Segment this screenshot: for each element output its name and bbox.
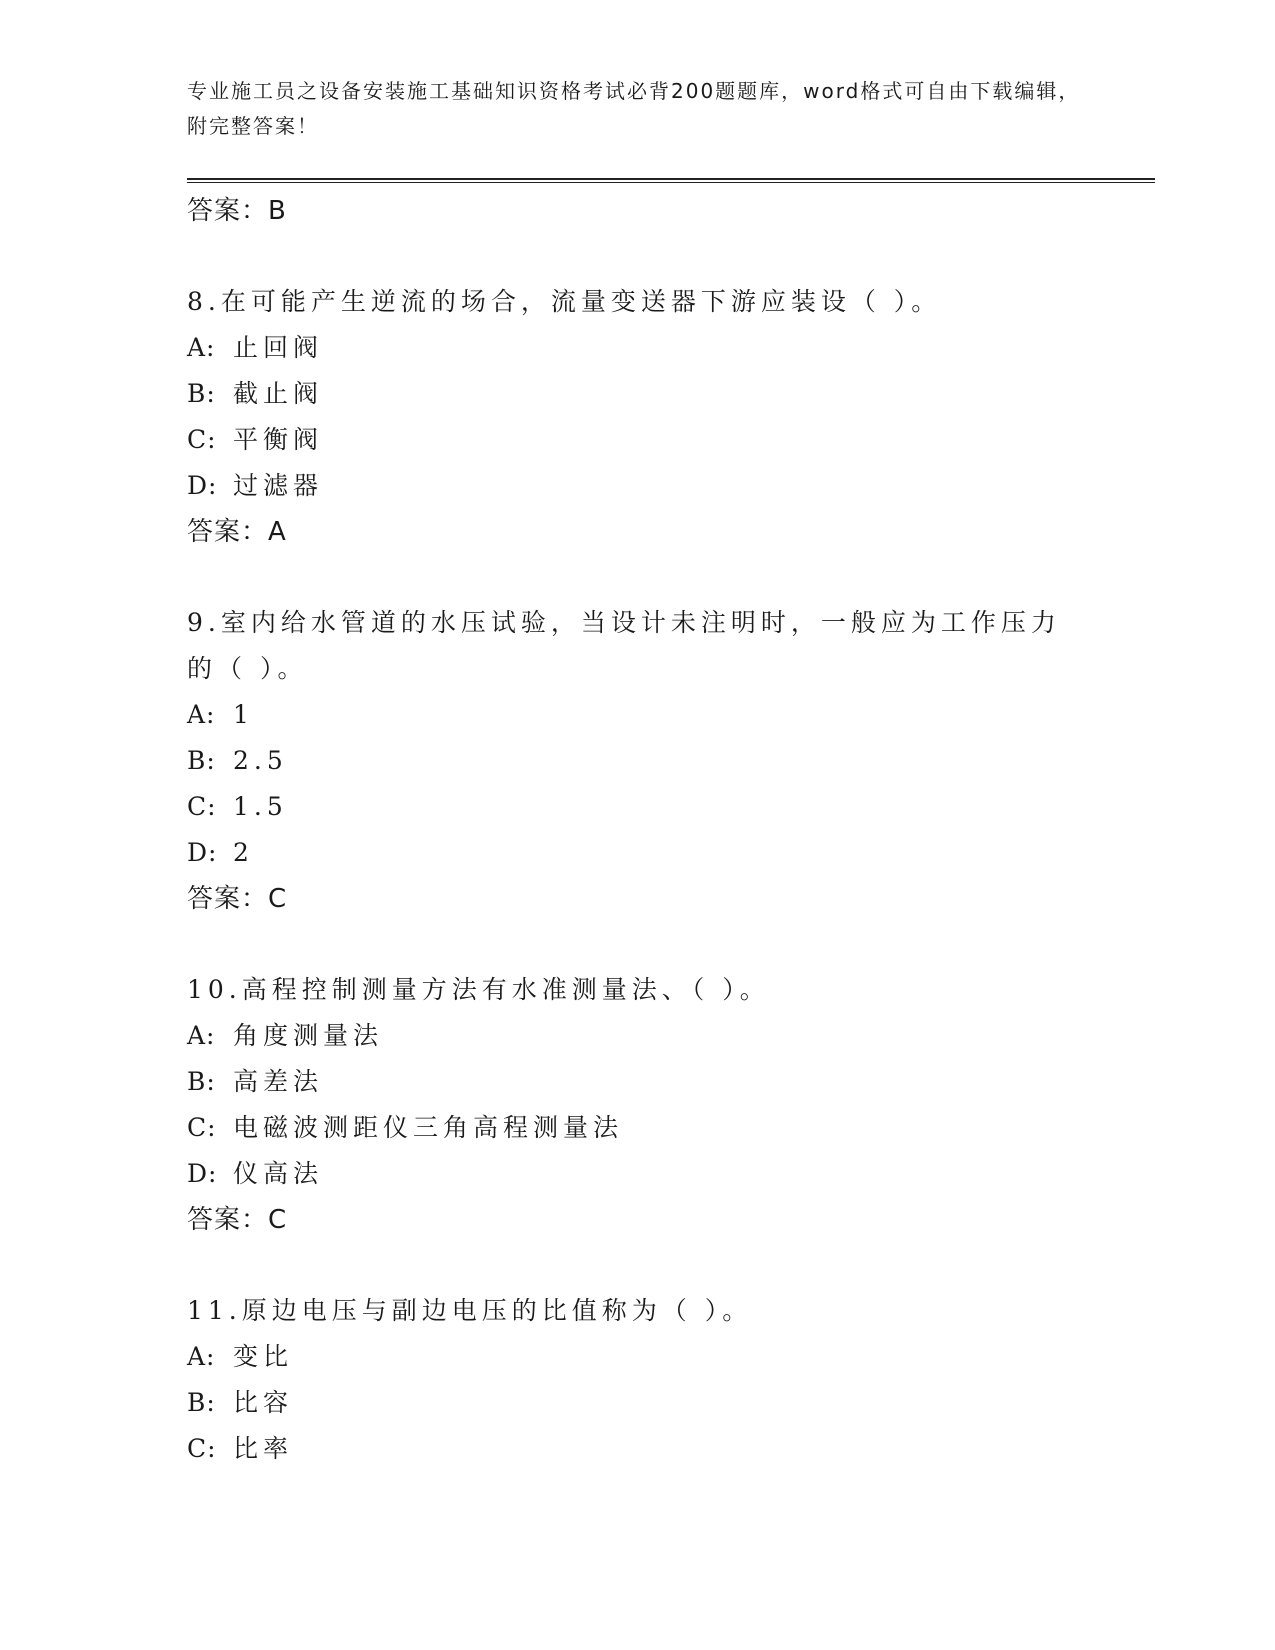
option-text: 平衡阀	[233, 425, 324, 454]
option-letter: B:	[187, 1388, 216, 1417]
question-block	[187, 1288, 1087, 1472]
option-text: 1.5	[233, 792, 288, 821]
option-b	[187, 371, 1087, 417]
option-text: 变比	[233, 1342, 294, 1371]
answer-line: 答案：C	[187, 1205, 288, 1235]
option-text: 2	[233, 838, 254, 867]
option-a	[187, 692, 1087, 738]
option-d	[187, 1151, 1087, 1197]
question-block	[187, 188, 1087, 234]
option-letter: C:	[187, 425, 217, 454]
question-text: 8.在可能产生逆流的场合，流量变送器下游应装设（ ）。	[187, 287, 942, 316]
option-letter: D:	[187, 838, 218, 867]
option-b	[187, 738, 1087, 784]
question-block	[187, 967, 1087, 1243]
option-a	[187, 325, 1087, 371]
question-text: 11.原边电压与副边电压的比值称为（ ）。	[187, 1296, 753, 1325]
spacer	[187, 922, 1087, 967]
option-text: 截止阀	[233, 379, 324, 408]
option-letter: C:	[187, 792, 217, 821]
option-text: 角度测量法	[233, 1021, 384, 1050]
option-text: 高差法	[233, 1067, 324, 1096]
option-letter: A:	[187, 700, 216, 729]
option-letter: D:	[187, 1159, 218, 1188]
question-block	[187, 600, 1087, 922]
answer-line: 答案：C	[187, 884, 288, 914]
spacer	[187, 234, 1087, 279]
question-block	[187, 279, 1087, 555]
header-divider	[187, 178, 1155, 183]
option-a	[187, 1013, 1087, 1059]
option-c	[187, 1105, 1087, 1151]
spacer	[187, 1243, 1087, 1288]
option-letter: B:	[187, 379, 216, 408]
option-letter: A:	[187, 333, 216, 362]
option-text: 比率	[233, 1434, 294, 1463]
option-d	[187, 830, 1087, 876]
question-text: 9.室内给水管道的水压试验，当设计未注明时，一般应为工作压力的（ ）。	[187, 608, 1061, 683]
option-c	[187, 784, 1087, 830]
option-letter: C:	[187, 1434, 217, 1463]
answer-line: 答案：B	[187, 196, 287, 226]
option-text: 电磁波测距仪三角高程测量法	[233, 1113, 624, 1142]
option-text: 2.5	[233, 746, 288, 775]
option-letter: C:	[187, 1113, 217, 1142]
option-text: 止回阀	[233, 333, 324, 362]
option-text: 过滤器	[233, 471, 324, 500]
option-letter: B:	[187, 1067, 216, 1096]
option-d	[187, 463, 1087, 509]
option-c	[187, 417, 1087, 463]
option-letter: A:	[187, 1021, 216, 1050]
option-text: 比容	[233, 1388, 294, 1417]
option-a	[187, 1334, 1087, 1380]
option-c	[187, 1426, 1087, 1472]
question-list	[187, 188, 1087, 1472]
option-b	[187, 1380, 1087, 1426]
answer-line: 答案：A	[187, 517, 287, 547]
option-letter: A:	[187, 1342, 216, 1371]
option-b	[187, 1059, 1087, 1105]
document-header: 专业施工员之设备安装施工基础知识资格考试必背200题题库，word格式可自由下载编辑，附完整答案！	[187, 79, 1081, 138]
option-letter: B:	[187, 746, 216, 775]
option-text: 1	[233, 700, 254, 729]
question-text: 10.高程控制测量方法有水准测量法、（ ）。	[187, 975, 770, 1004]
option-text: 仪高法	[233, 1159, 324, 1188]
spacer	[187, 555, 1087, 600]
option-letter: D:	[187, 471, 218, 500]
